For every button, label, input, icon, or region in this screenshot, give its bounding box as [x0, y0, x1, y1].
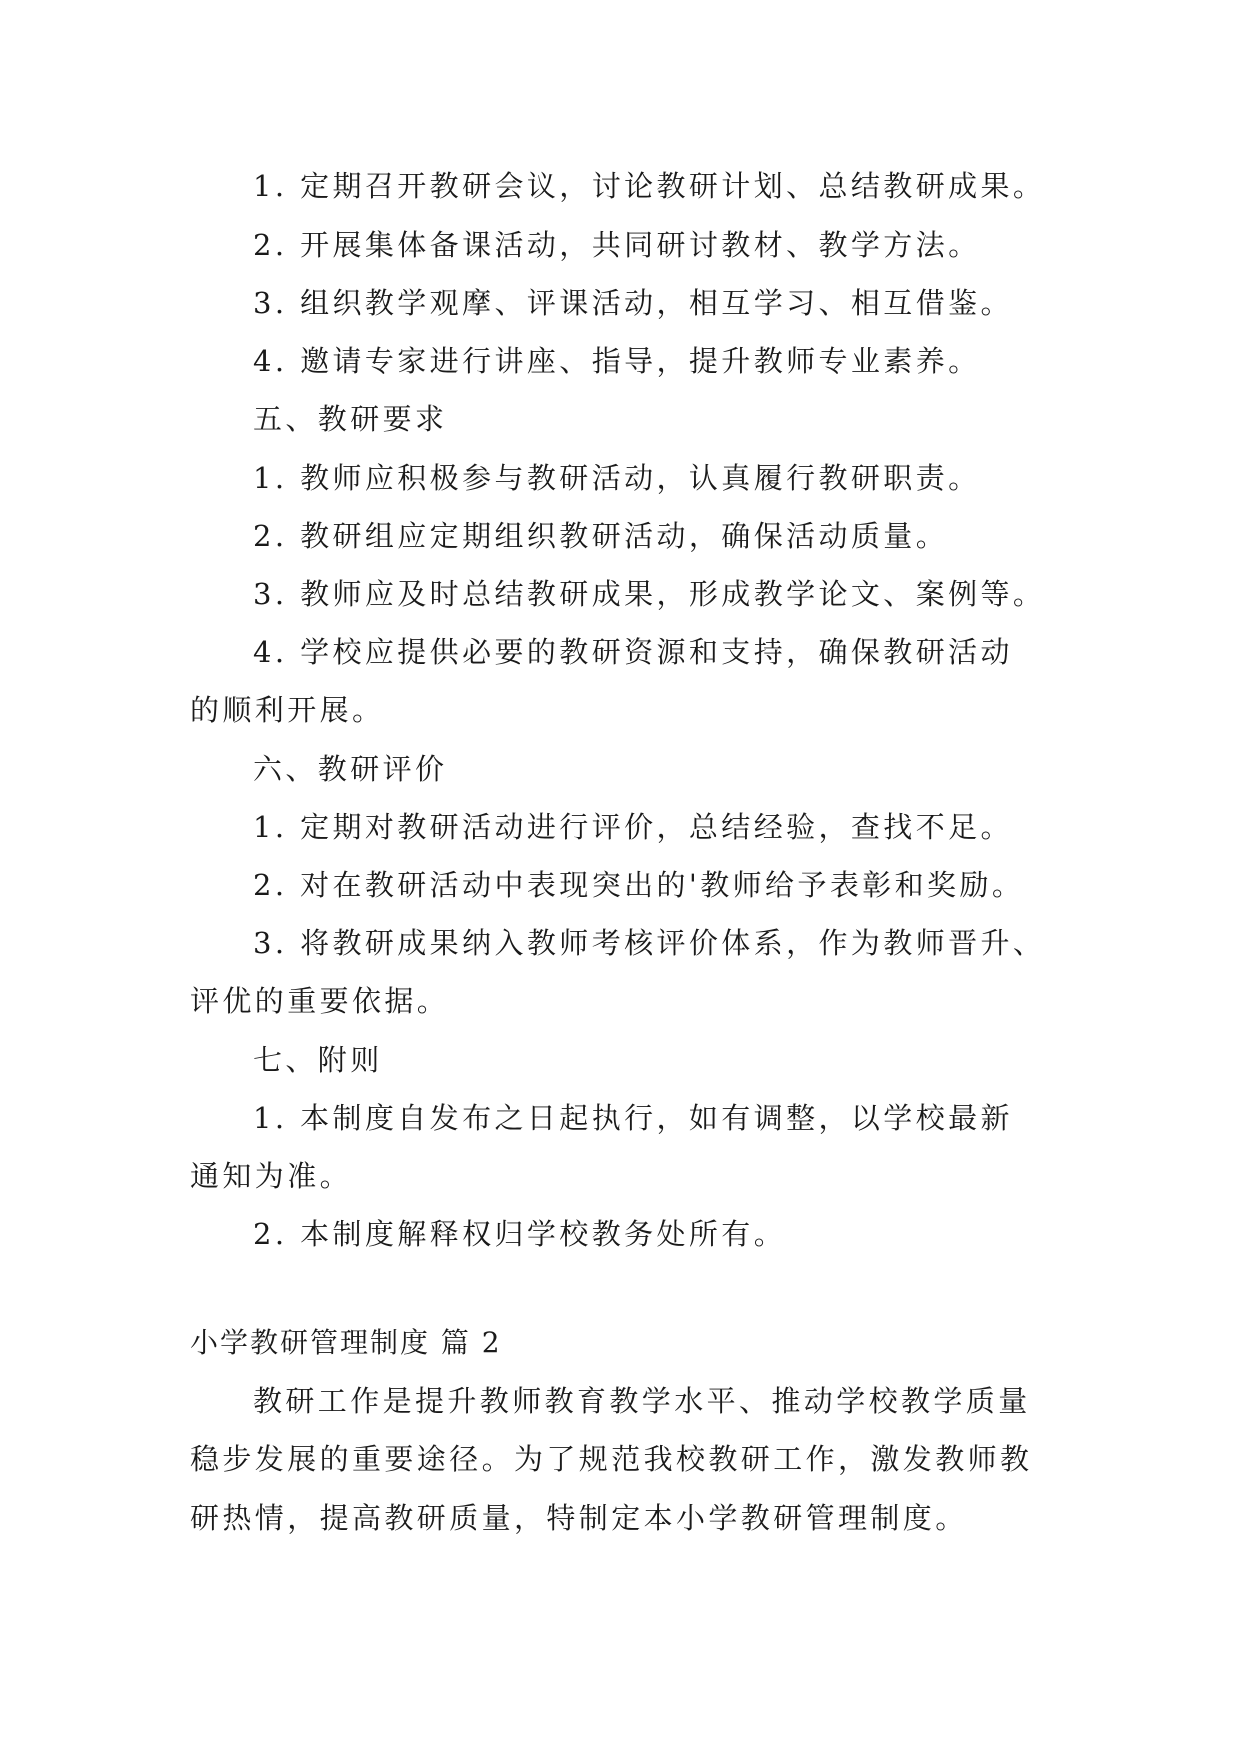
article-title: 小学教研管理制度 篇 2: [190, 1326, 502, 1359]
list-item: 3. 将教研成果纳入教师考核评价体系，作为教师晋升、: [253, 926, 1046, 960]
list-item: 4. 邀请专家进行讲座、指导，提升教师专业素养。: [253, 344, 981, 378]
list-item-continuation: 通知为准。: [190, 1159, 353, 1193]
list-item: 1. 教师应积极参与教研活动，认真履行教研职责。: [253, 461, 981, 495]
paragraph-line: 稳步发展的重要途径。为了规范我校教研工作，激发教师教: [190, 1442, 1033, 1476]
section-heading: 五、教研要求: [253, 402, 448, 436]
list-item: 2. 开展集体备课活动，共同研讨教材、教学方法。: [253, 228, 981, 262]
list-item: 2. 教研组应定期组织教研活动，确保活动质量。: [253, 519, 949, 553]
list-item: 3. 教师应及时总结教研成果，形成教学论文、案例等。: [253, 577, 1046, 611]
section-heading: 七、附则: [253, 1043, 383, 1077]
list-item-continuation: 评优的重要依据。: [190, 984, 450, 1018]
list-item: 1. 定期召开教研会议，讨论教研计划、总结教研成果。: [253, 169, 1046, 203]
list-item-continuation: 的顺利开展。: [190, 693, 385, 727]
section-heading: 六、教研评价: [253, 752, 448, 786]
paragraph-line: 研热情，提高教研质量，特制定本小学教研管理制度。: [190, 1501, 968, 1535]
list-item: 1. 定期对教研活动进行评价，总结经验，查找不足。: [253, 810, 1013, 844]
list-item: 2. 本制度解释权归学校教务处所有。: [253, 1217, 787, 1251]
paragraph-line: 教研工作是提升教师教育教学水平、推动学校教学质量: [253, 1384, 1031, 1418]
list-item: 3. 组织教学观摩、评课活动，相互学习、相互借鉴。: [253, 286, 1013, 320]
list-item: 4. 学校应提供必要的教研资源和支持，确保教研活动: [253, 635, 1013, 669]
list-item: 1. 本制度自发布之日起执行，如有调整，以学校最新: [253, 1101, 1013, 1135]
list-item: 2. 对在教研活动中表现突出的'教师给予表彰和奖励。: [253, 868, 1025, 902]
